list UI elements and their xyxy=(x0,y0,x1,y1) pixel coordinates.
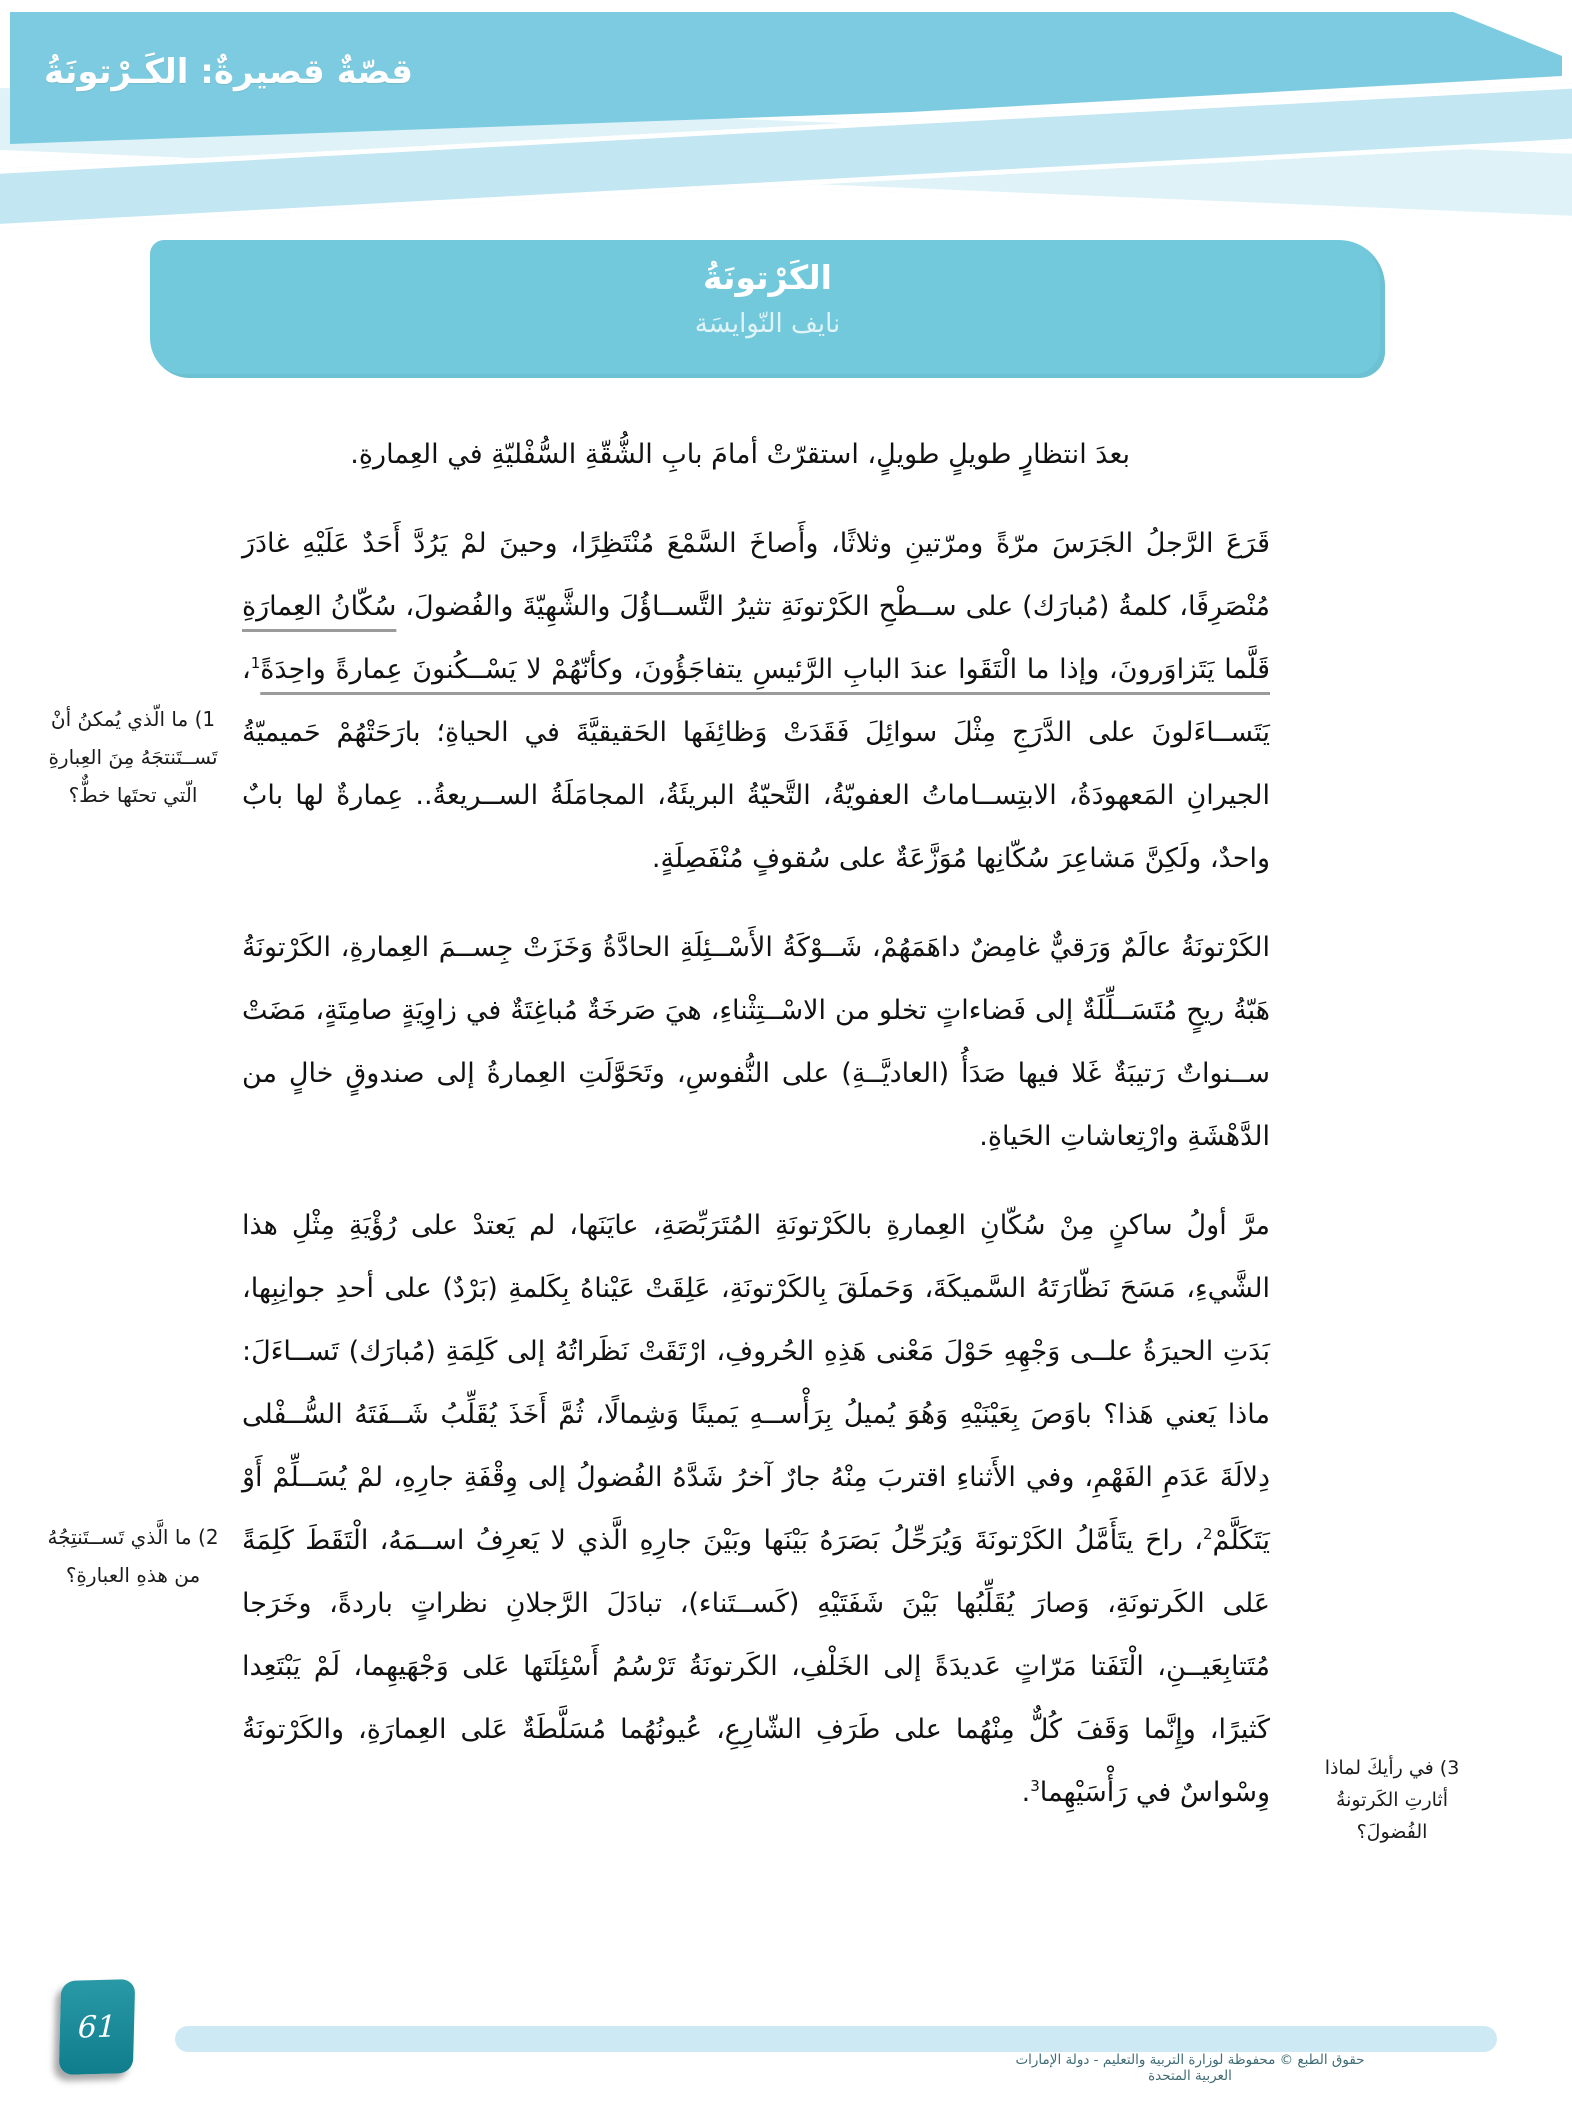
story-segment: ، راحَ يتَأَمَّلُ الكَرْتونَةَ وَيُرَحِّلُ بَصَرَهُ بَيْنَها وبَيْنَ جارِهِ الَّذي لا يَعرِفُ اســمَهُ، الْتَقَطَ كَلِمَةً عَلى الكَرتونَةِ، وَصارَ يُقَلِّبُها بَيْنَ شَفَتَيْهِ (كَســتَناء)، تبادَلَ الرَّجلانِ نظراتٍ باردةً، وخَرَجا مُتَتابِعَيــنِ، الْتَفَتا مَرّاتٍ عَديدَةً إلى الخَلْفِ، الكَرتونَةُ تَرْسُمُ أَسْئِلَتَها عَلى وَجْهَيهِما، لَمْ يَبْتَعِدا كَثيرًا، وإِنَّما وَقَفَ كُلٌّ مِنْهُما على طَرَفِ الشّارِعِ، عُيونُهُما مُسَلَّطَةٌ عَلى العِمارَةِ، والكَرْتونَةُ وِسْواسٌ في رَأْسَيْهِما xyxy=(242,1525,1270,1808)
story-segment: ، يَتَســاءَلونَ على الدَّرَجِ مِثْلَ سوائِلَ فَقَدَتْ وَظائِفَها الحَقيقيَّةَ في الحياةِ؛ بارَحَتْهُمْ حَميميّةُ الجيرانِ المَعهودَةُ، الابتِســاماتُ العفويّةُ، التَّحيّةُ البريئَةُ، المجامَلَةُ الســريعةُ.. عِمارةٌ لها بابٌ واحدٌ، ولَكِنَّ مَشاعِرَ سُكّانِها مُوَزَّعَةٌ على سُقوفٍ مُنْفَصِلَةٍ. xyxy=(242,654,1270,874)
margin-note-3: 3) في رأيكَ لماذا أثارتِ الكَرتونةُ الفُضولَ؟ xyxy=(1324,1757,1460,1843)
footer-bar xyxy=(175,2026,1497,2052)
margin-note-1: 1) ما الّذي يُمكنُ أنْ تَســتَنتجَهُ مِنَ العِبارةِ الّتي تحتَها خطٌّ؟ xyxy=(48,707,218,807)
story-paragraph xyxy=(242,423,1270,486)
story-segment: . xyxy=(1021,1777,1031,1808)
story-paragraph xyxy=(242,1194,1270,1824)
footnote-ref: 1 xyxy=(250,654,261,672)
page-number-badge xyxy=(59,1979,136,2075)
margin-note-2: 2) ما الَّذي تَســتَنتِجُهُ من هذهِ العبارةِ؟ xyxy=(47,1525,219,1587)
story-paragraph xyxy=(242,916,1270,1168)
story-segment: مرَّ أولُ ساكنٍ مِنْ سُكّانِ العِمارةِ بالكَرْتونَةِ المُتَرَبِّصَةِ، عايَنَها، لم يَعتدْ على رُؤْيَةِ مِثْلِ هذا الشَّيءِ، مَسَحَ نَظّارَتَهُ السَّميكَةَ، وَحَملَقَ بِالكَرْتونَةِ، عَلِقَتْ عَيْناهُ بِكَلمةِ (بَرْدٌ) على أحدِ جوانِبِها، بَدَتِ الحيرَةُ علــى وَجْهِهِ حَوْلَ مَعْنى هَذِهِ الحُروفِ، ارْتَقَتْ نَظَراتُهُ إلى كَلِمَةِ (مُبارَك) تَســاءَلَ: ماذا يَعني هَذا؟ باوَصَ بِعَيْنَيْهِ وَهُوَ يُميلُ بِرَأْســهِ يَمينًا وَشِمالًا، ثُمَّ أَخَذَ يُقَلِّبُ شَــفَتَهُ السُّــفْلى دِلالَةَ عَدَمِ الفَهْمِ، وفي الأَثناءِ اقتربَ مِنْهُ جارٌ آخرُ شَدَّهُ الفُضولُ إلى وِقْفَةِ جارِهِ، لمْ يُسَــلِّمْ أَوْ يَتَكَلَّمْ xyxy=(242,1210,1270,1556)
story-paragraph xyxy=(242,512,1270,890)
footnote-ref: 3 xyxy=(1030,1777,1040,1795)
footnote-ref: 2 xyxy=(1202,1525,1213,1543)
story-segment: بعدَ انتظارٍ طويلٍ طويلٍ، استقرّتْ أمامَ بابِ الشُّقّةِ السُّفْليّةِ في العِمارةِ. xyxy=(350,439,1130,470)
header-banner xyxy=(10,8,1562,208)
copyright-text: حقوق الطبع © محفوظة لوزارة التربية والتعليم - دولة الإمارات العربية المتحدة xyxy=(1015,2052,1365,2084)
story-text xyxy=(242,423,1270,1850)
lesson-title: قصّةٌ قصيرةٌ: الكَـرْتونَةُ xyxy=(44,52,413,92)
underlined-phrase: سُكّانُ العِمارَةِ قَلَّما يَتَزاوَرونَ، وإذا ما الْتَقَوا عندَ البابِ الرَّئيسِ يتفاجَؤُونَ، وكأنّهُمْ لا يَسْــكُنونَ عِمارةً واحِدَةً xyxy=(242,591,1270,685)
story-title-box xyxy=(150,240,1385,378)
story-segment: الكَرْتونَةُ عالَمٌ وَرَقيٌّ غامِضٌ داهَمَهُمْ، شَــوْكَةُ الأَسْــئِلَةِ الحادَّةُ وَخَزَتْ جِســمَ العِمارةِ، الكَرْتونَةُ هَبّةُ ريحٍ مُتَسَــلِّلَةٌ إلى فَضاءاتٍ تخلو من الاسْــتِثْناءِ، هيَ صَرخَةٌ مُباغِتَةٌ في زاوِيَةٍ صامِتَةٍ، مَضَتْ ســنواتٌ رَتيبَةٌ غَلا فيها صَدَأُ (العاديَّــةِ) على النُّفوسِ، وتَحَوَّلَتِ العِمارةُ إلى صندوقٍ خالٍ من الدَّهْشَةِ وارْتِعاشاتِ الحَياةِ. xyxy=(242,932,1270,1152)
story-segment: قَرَعَ الرَّجلُ الجَرَسَ مرّةً ومرّتينِ وثلاثًا، وأَصاخَ السَّمْعَ مُنْتَظِرًا، وحينَ لمْ يَرُدَّ أَحَدٌ عَلَيْهِ غادَرَ مُنْصَرِفًا، كلمةُ (مُبارَك) على ســطْحِ الكَرْتونَةِ تثيرُ التَّســاؤُلَ والشَّهِيّةَ والفُضولَ، xyxy=(242,528,1270,622)
story-author: نايف النّوايسَة xyxy=(694,309,841,339)
story-title: الكَرْتونَةُ xyxy=(703,258,832,297)
page-number: 61 xyxy=(77,2009,117,2045)
